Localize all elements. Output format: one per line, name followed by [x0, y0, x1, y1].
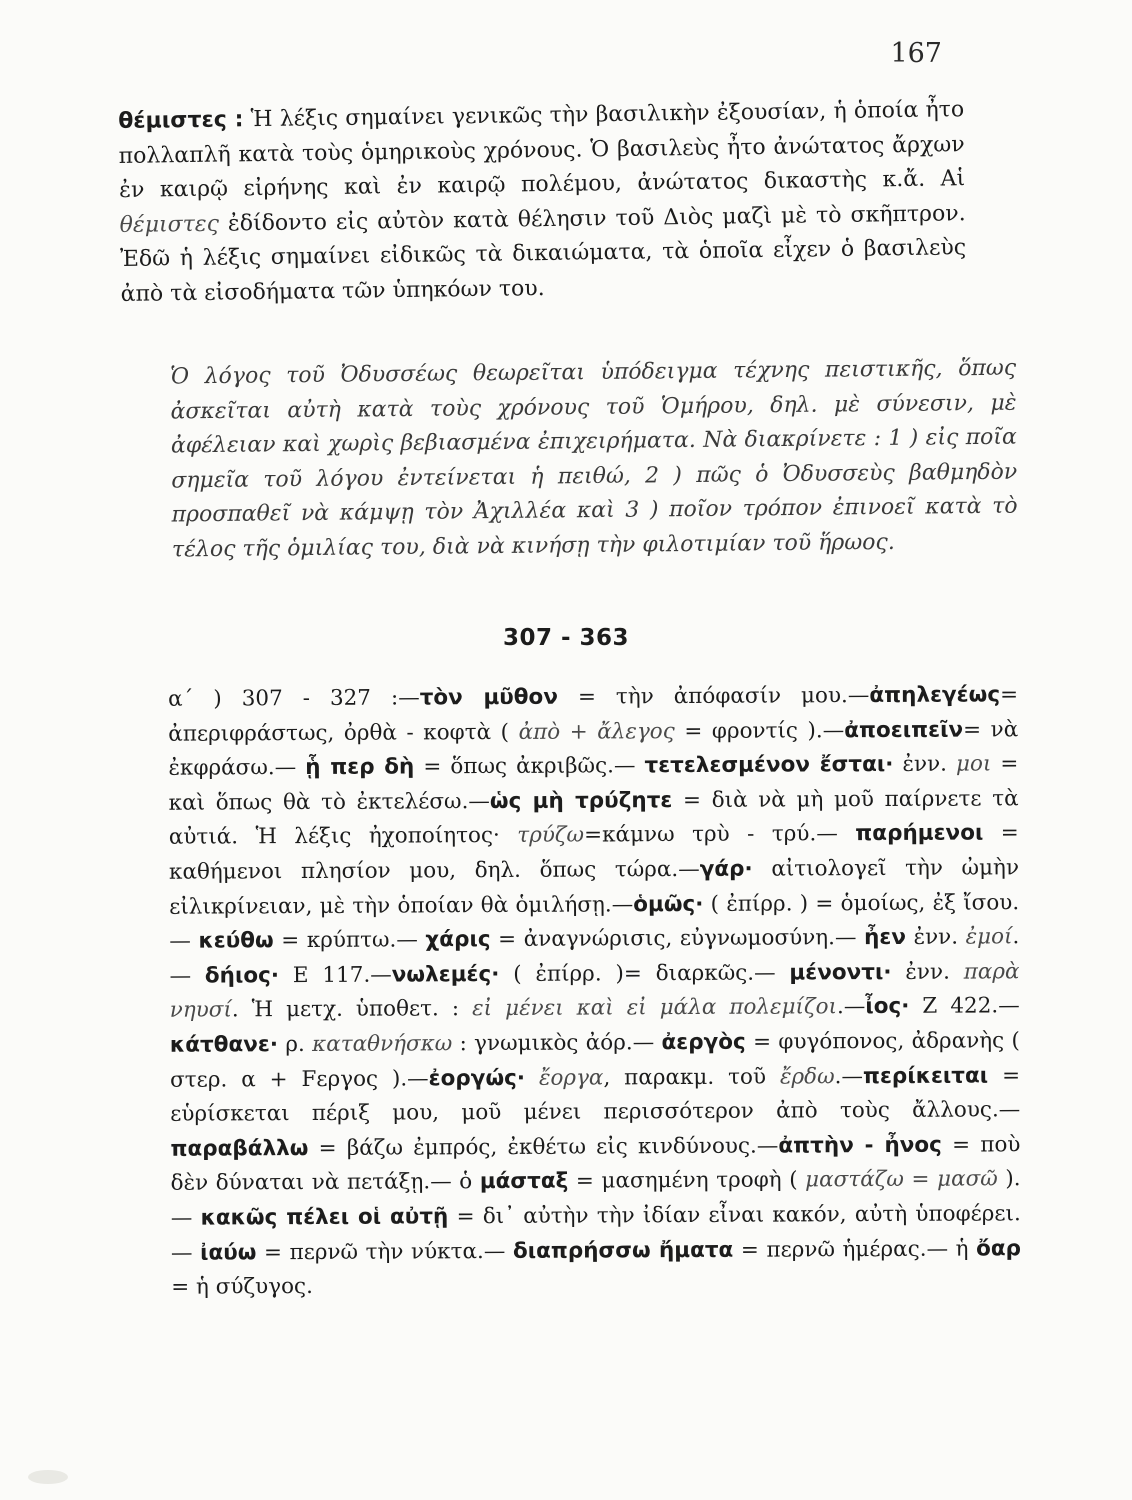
paragraph-text: ἐδίδοντο εἰς αὐτὸν κατὰ θέλησιν τοῦ Διὸς μαζὶ μὲ τὸ σκῆπτρον. Ἐδῶ ἡ λέξις σημαίνει εἰδικῶς τὰ δικαιώματα, τὰ ὁποῖα εἶχεν ὁ βασιλεὺς ἀπὸ τὰ εἰσοδήματα τῶν ὑπηκόων του. — [119, 200, 967, 307]
glossary-lemma: τὸν μῦθον — [419, 684, 559, 711]
glossary-text: , παρακμ. τοῦ — [603, 1064, 780, 1090]
glossary-lemma: δήιος· — [204, 962, 280, 989]
glossary-text: αἰτιολογεῖ τὴν ὠμὴν εἰλικρίνειαν, μὲ τὴν ὁποίαν θὰ ὁμιλήσῃ.— — [169, 855, 1020, 920]
glossary-text: = εὑρίσκεται πέριξ μου, μοῦ μένει περισσότερον ἀπὸ τοὺς ἄλλους.— — [170, 1062, 1021, 1127]
glossary-text: Ε 117.— — [278, 962, 392, 988]
glossary-text: α΄ ) 307 - 327 :— — [168, 685, 420, 712]
glossary-italic: παρὰ νηυσί — [169, 959, 1020, 1024]
glossary-text — [525, 1065, 539, 1090]
glossary-text: = φυγόπονος, ἀδρανὴς ( στερ. α + Fεργος ).— — [170, 1028, 1020, 1093]
glossary-text: : γνωμικὸς ἀόρ.— — [452, 1030, 662, 1057]
glossary-text: = ποὺ δὲν δύναται νὰ πετάξῃ.— ὁ — [170, 1131, 1021, 1197]
italic-term: θέμιστες — [119, 211, 220, 238]
paper-stain — [28, 1470, 68, 1484]
paragraph-text: Ἡ λέξις σημαίνει γενικῶς τὴν βασιλικὴν ἐξουσίαν, ἡ ὁποία ἦτο πολλαπλῆ κατὰ τοὺς ὁμηρικοὺς χρόνους. Ὁ βασιλεὺς ἦτο ἀνώτατος ἄρχων ἐν καιρῷ εἰρήνης καὶ ἐν καιρῷ πολέμου, ἀνώτατος δικαστὴς κ.ἄ. Αἱ — [118, 97, 966, 203]
glossary-text: =κάμνω τρὺ - τρύ.— — [584, 821, 856, 848]
glossary-text: ( ἐπίρρ. )= διαρκῶς.— — [499, 960, 790, 987]
lemma-themistes: θέμιστες : — [118, 107, 244, 134]
paragraph-odysseus-speech: Ὁ λόγος τοῦ Ὀδυσσέως θεωρεῖται ὑπόδειγμα τέχνης πειστικῆς, ὅπως ἀσκεῖται αὐτὴ κατὰ τοὺς χρόνους τοῦ Ὁμήρου, δηλ. μὲ σύνεσιν, μὲ ἀφέλειαν καὶ χωρὶς βεβιασμένα ἐπιχειρήματα. Νὰ διακρίνετε : 1 ) εἰς ποῖα σημεῖα τοῦ λόγου ἐντείνεται ἡ πειθώ, 2 ) πῶς ὁ Ὀδυσσεὺς βαθμηδὸν προσπαθεῖ νὰ κάμψῃ τὸν Ἀχιλλέα καὶ 3 ) ποῖον τρόπον ἐπινοεῖ κατὰ τὸ τέλος τῆς ὁμιλίας του, διὰ νὰ κινήσῃ τὴν φιλοτιμίαν τοῦ ἥρωος. — [170, 355, 1018, 562]
glossary-text: Ζ 422.— — [909, 993, 1020, 1020]
glossary-text: .— — [836, 994, 866, 1020]
glossary-lemma: γάρ· — [699, 856, 753, 882]
glossary-italic: ἔοργα — [538, 1064, 604, 1091]
glossary-text: = ἀναγνώρισις, εὐγνωμοσύνη.— — [490, 925, 865, 953]
glossary-text: = καθήμενοι πλησίον μου, δηλ. ὅπως τώρα.— — [168, 820, 1019, 885]
glossary-lemma: ἐοργώς· — [428, 1065, 526, 1091]
glossary-text: .— — [169, 924, 1020, 989]
glossary-text: ρ. — [277, 1031, 313, 1058]
glossary-text: = περνῶ ἡμέρας.— ἡ — [733, 1236, 977, 1263]
glossary-text: = ἡ σύζυγος. — [171, 1274, 313, 1300]
glossary-text: ἐνν. — [905, 924, 966, 951]
glossary-lemma: ἶος· — [865, 994, 910, 1020]
glossary-lemma: διαπρήσσω ἤματα — [512, 1237, 734, 1264]
glossary-lemma: νωλεμές· — [391, 961, 500, 988]
section-title: 307 - 363 — [502, 625, 630, 651]
glossary-text: = βάζω ἐμπρός, ἐκθέτω εἰς κινδύνους.— — [308, 1133, 779, 1161]
paragraph-themistes — [118, 93, 967, 312]
glossary-lemma: παρήμενοι — [855, 820, 984, 847]
glossary-lemma: μένοντι· — [789, 959, 892, 986]
glossary-lemma: ἀεργὸς — [661, 1029, 746, 1056]
glossary-paragraph — [116, 678, 1021, 1305]
glossary-italic: ἔρδω — [779, 1063, 835, 1090]
glossary-lemma: περίκειται — [862, 1062, 989, 1089]
glossary-text: = μασημένη τροφὴ ( — [568, 1167, 806, 1194]
glossary-text: = καὶ ὅπως θὰ τὸ ἐκτελέσω.— — [168, 751, 1019, 816]
glossary-italic: ἐμοί — [965, 924, 1013, 950]
glossary-italic: εἰ μένει καὶ εἰ μάλα πολεμίζοι — [472, 994, 838, 1022]
glossary-italic: ἀπὸ + ἄλεγος — [518, 718, 675, 745]
glossary-lemma: μάσταξ — [479, 1168, 569, 1195]
glossary-text: .— — [834, 1063, 863, 1089]
glossary-italic: μοι — [955, 751, 992, 777]
glossary-text: = ὅπως ἀκριβῶς.— — [414, 753, 645, 780]
glossary-lemma: κεύθω — [198, 928, 274, 954]
glossary-lemma: ὡς μὴ τρύζητε — [489, 787, 673, 814]
page-number: 167 — [890, 38, 942, 69]
glossary-lemma: ἰαύω — [199, 1239, 257, 1266]
glossary-lemma: τετελεσμένον ἔσται· — [644, 752, 894, 779]
glossary-text: ἐνν. — [891, 959, 964, 985]
glossary-text: = δι᾿ αὐτὴν τὴν ἰδίαν εἶναι κακόν, αὐτὴ ὑποφέρει.— — [170, 1201, 1021, 1266]
glossary-text: ( ἐπίρρ. ) = ὁμοίως, ἐξ ἴσου. — — [169, 889, 1020, 954]
glossary-lemma: ᾗ περ δὴ — [305, 754, 415, 781]
glossary-text: = τὴν ἀπόφασίν μου.— — [557, 683, 870, 710]
glossary-lemma: ἦεν — [863, 925, 907, 951]
glossary-italic: τρύζω — [517, 822, 585, 849]
glossary-lemma: ἀποειπεῖν — [844, 717, 964, 743]
glossary-text: = διὰ νὰ μὴ μοῦ παίρνετε τὰ αὐτιά. Ἡ λέξις ἠχοποίητος· — [168, 786, 1019, 851]
glossary-text: . Ἡ μετχ. ὑποθετ. : — [231, 996, 473, 1023]
glossary-text: = νὰ ἐκφράσω.— — [168, 716, 1019, 781]
glossary-text: = ἀπεριφράστως, ὀρθὰ - κοφτὰ ( — [168, 682, 1019, 747]
glossary-text: ).— — [170, 1166, 1021, 1231]
glossary-text: = κρύπτω.— — [273, 927, 426, 954]
glossary-lemma: κάτθανε· — [169, 1032, 279, 1058]
glossary-text: ἐνν. — [893, 751, 957, 778]
glossary-lemma: κακῶς πέλει οἱ αὐτῇ — [200, 1204, 449, 1231]
glossary-text: = περνῶ τὴν νύκτα.— — [256, 1238, 513, 1265]
glossary-lemma: ὄαρ — [975, 1235, 1022, 1262]
glossary-italic: μαστάζω = μασῶ — [805, 1166, 998, 1193]
glossary-italic: καταθνήσκω — [312, 1031, 453, 1057]
glossary-lemma: ἀπηλεγέως — [869, 682, 1001, 709]
glossary-lemma: παραβάλλω — [170, 1135, 309, 1162]
glossary-lemma: χάρις — [425, 927, 491, 953]
glossary-lemma: ὁμῶς· — [633, 891, 704, 917]
glossary-lemma: ἀπτὴν - ἦνος — [778, 1132, 942, 1159]
glossary-text: = φροντίς ).— — [674, 717, 845, 744]
